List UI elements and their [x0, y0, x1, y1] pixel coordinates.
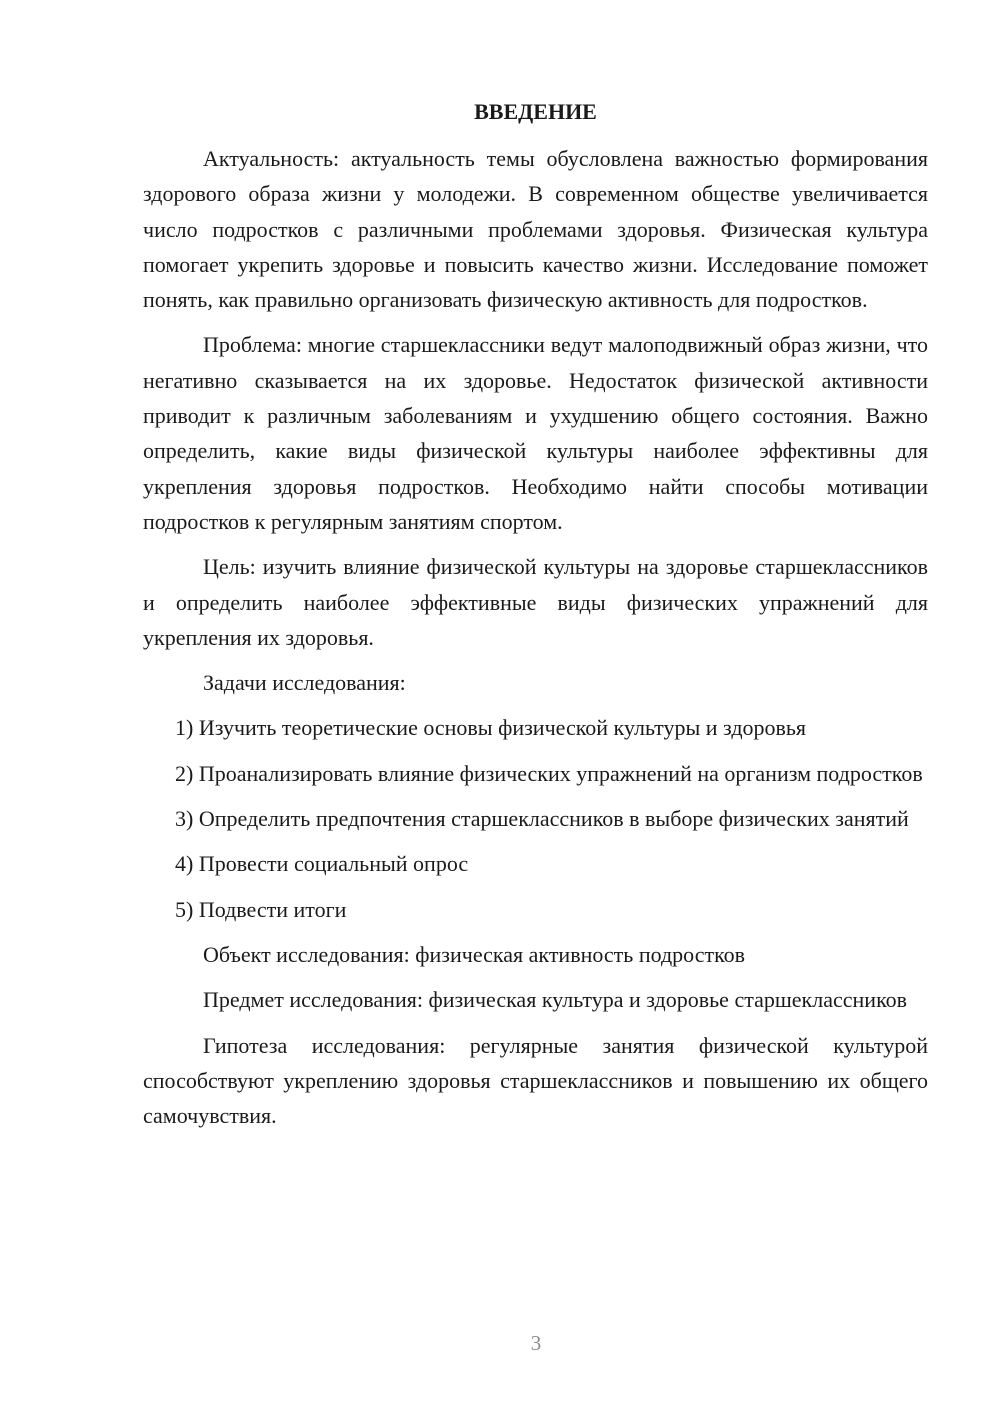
- list-item: 3) Определить предпочтения старшеклассников в выборе физических занятий: [175, 806, 909, 832]
- subject-paragraph: Предмет исследования: физическая культура и здоровье старшеклассников: [203, 987, 908, 1013]
- relevance-paragraph: Актуальность: актуальность темы обусловлена важностью формирования здорового образа жизни у молодежи. В современном обществе увеличивается число подростков с различными проблемами здоровья. Физическая культура помогает укрепить здоровье и повысить качество жизни. Исследование поможет понять, как правильно организовать физическую активность для подростков.: [143, 146, 928, 313]
- object-paragraph: Объект исследования: физическая активность подростков: [203, 941, 746, 967]
- list-item: 4) Провести социальный опрос: [175, 851, 469, 877]
- goal-paragraph: Цель: изучить влияние физической культуры на здоровье старшеклассников и определить наиболее эффективные виды физических упражнений для укрепления их здоровья.: [143, 554, 928, 650]
- list-item: 5) Подвести итоги: [175, 896, 347, 922]
- problem-paragraph: Проблема: многие старшеклассники ведут малоподвижный образ жизни, что негативно сказывается на их здоровье. Недостаток физической активности приводит к различным заболеваниям и ухудшению общего состояния. Важно определить, какие виды физической культуры наиболее эффективны для укрепления здоровья подростков. Необходимо найти способы мотивации подростков к регулярным занятиям спортом.: [143, 332, 928, 534]
- section-title: ВВЕДЕНИЕ: [474, 99, 597, 124]
- page-number: 3: [530, 1331, 542, 1355]
- list-item: 1) Изучить теоретические основы физической культуры и здоровья: [175, 715, 807, 741]
- hypothesis-paragraph: Гипотеза исследования: регулярные занятия физической культурой способствуют укреплению здоровья старшеклассников и повышению их общего самочувствия.: [143, 1032, 928, 1129]
- list-item: 2) Проанализировать влияние физических упражнений на организм подростков: [175, 760, 923, 786]
- tasks-heading: Задачи исследования:: [203, 670, 406, 696]
- page-content: [143, 94, 928, 1143]
